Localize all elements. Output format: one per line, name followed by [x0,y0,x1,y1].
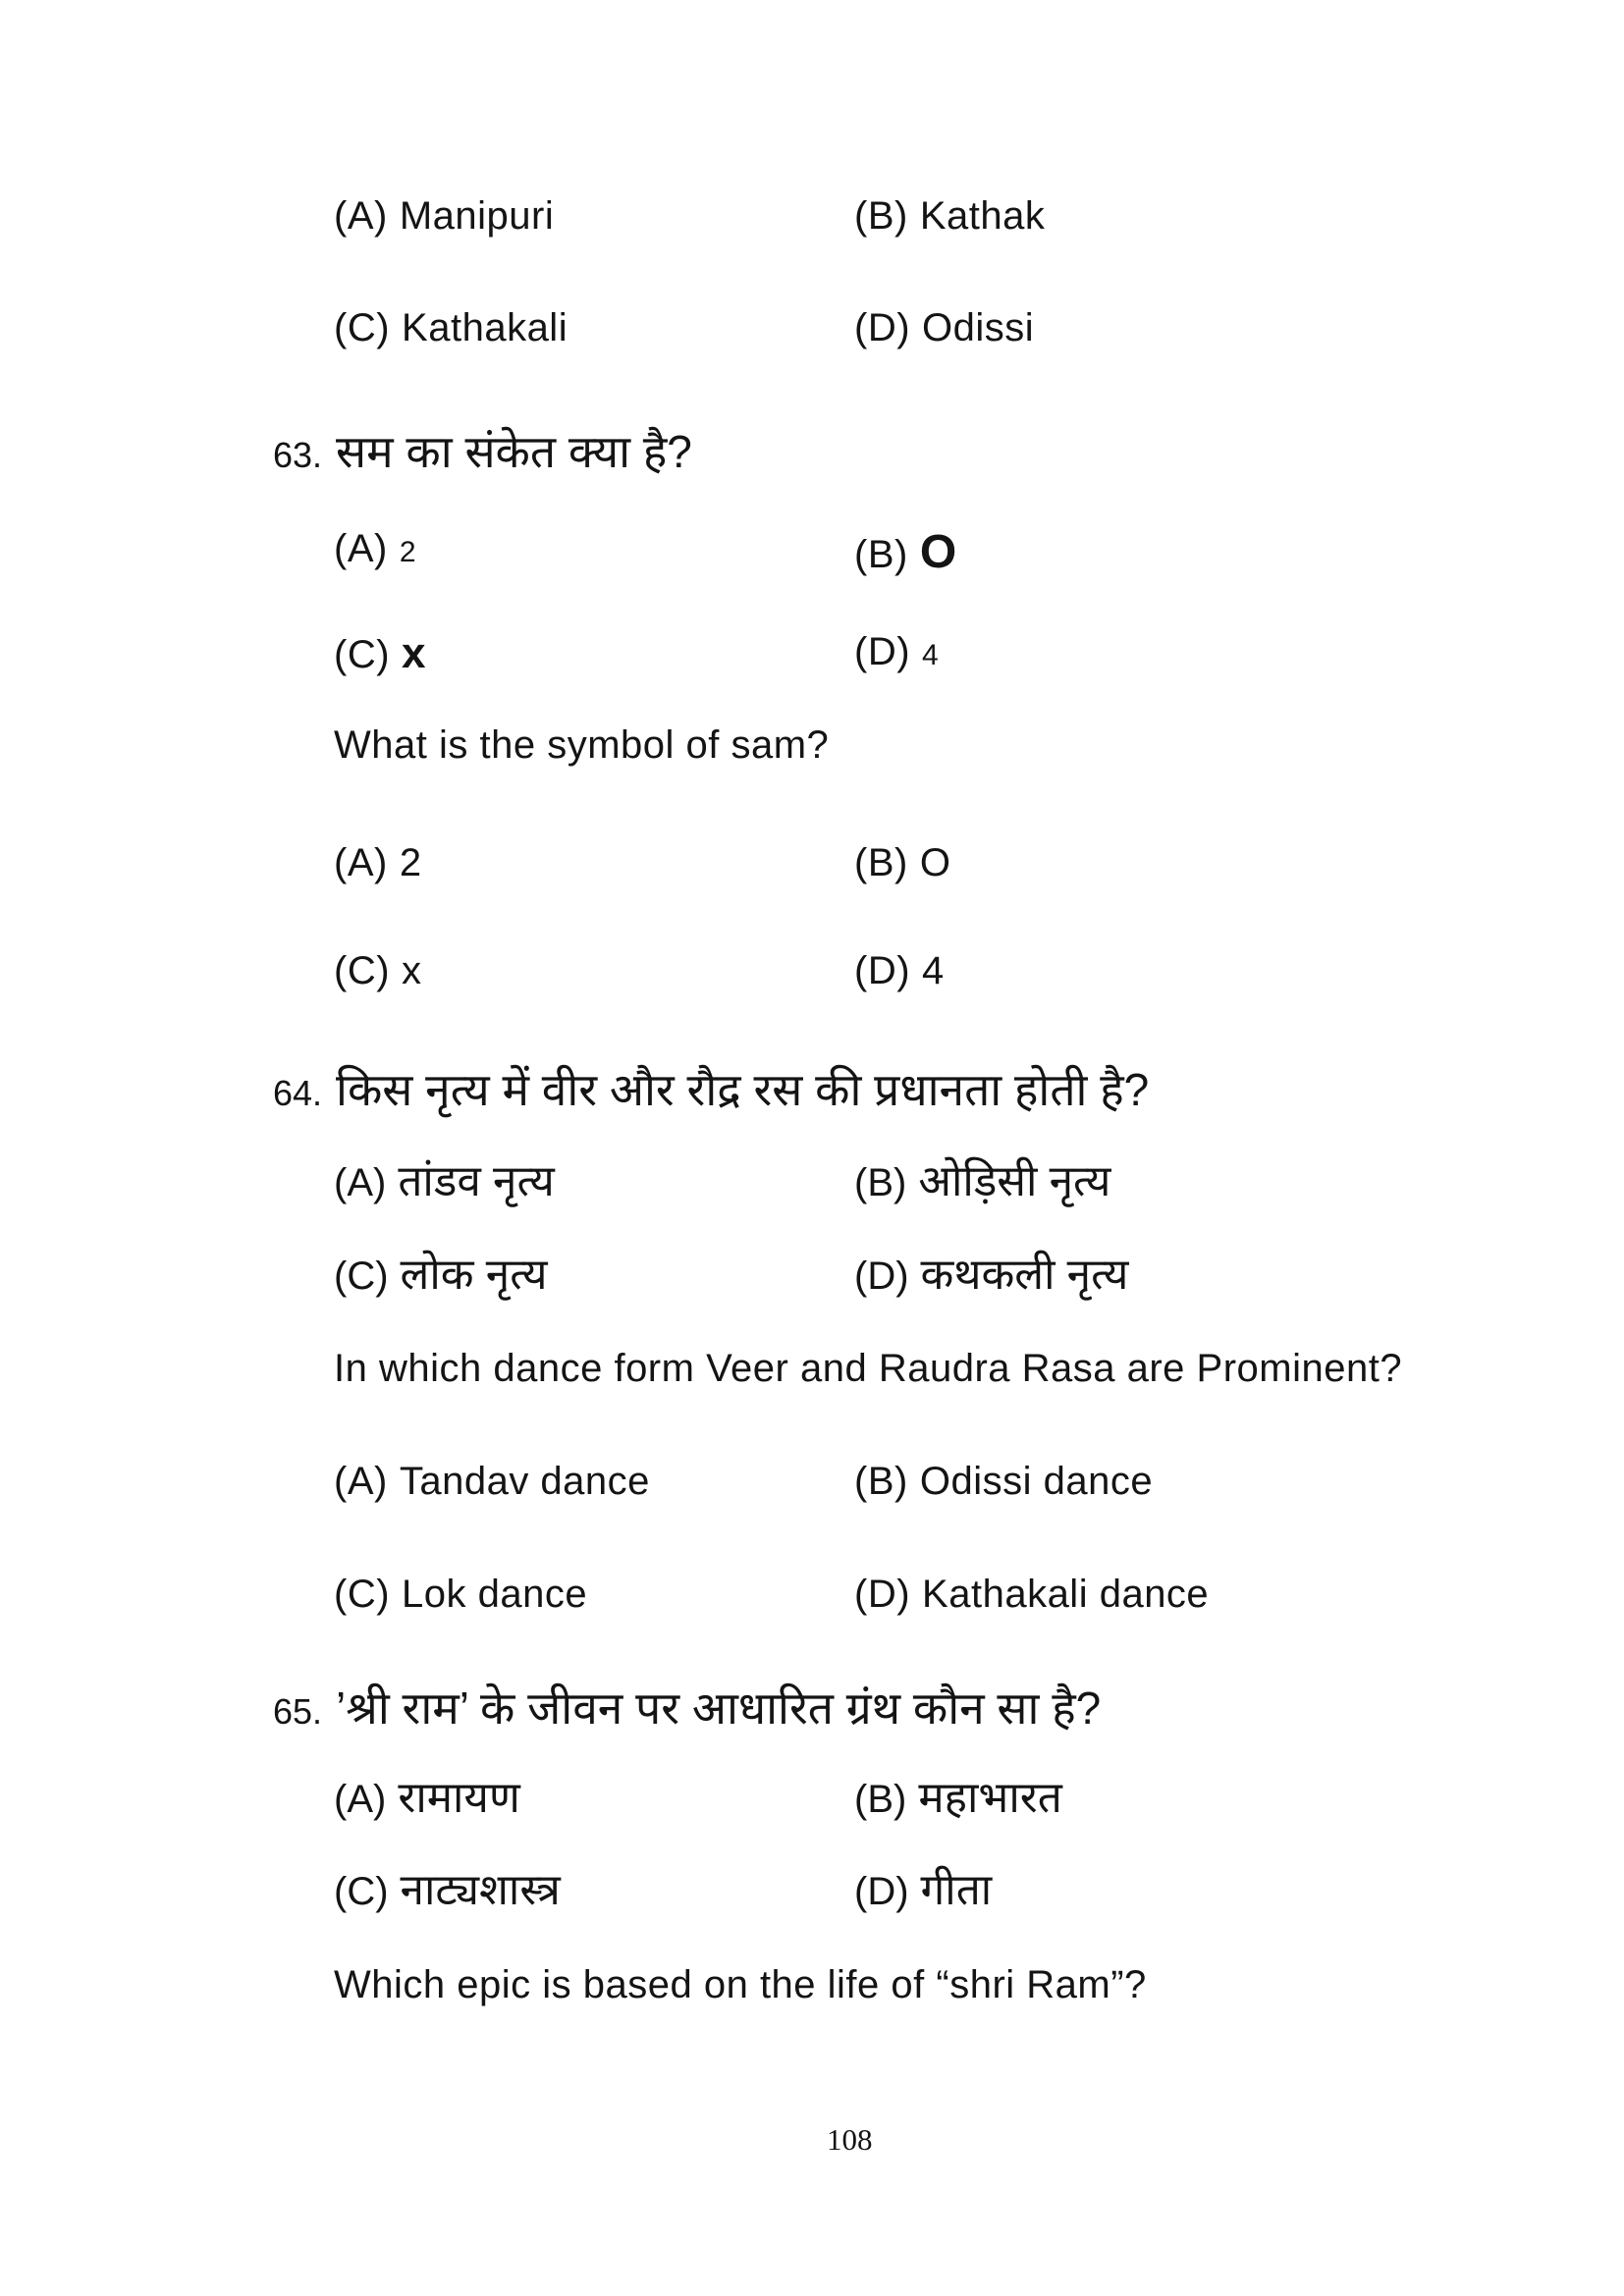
q63-hi-option-c [334,629,427,677]
option-text: रामायण [398,1774,520,1822]
option-label: (C) [334,1255,389,1298]
question-text-hindi: सम का संकेत क्या है? [336,426,692,477]
q63-hi-option-d [854,632,939,671]
option-label: (D) [854,1255,909,1298]
question-number: 65. [273,1691,323,1732]
q64-hi-option-d [854,1251,1129,1299]
option-label: (A) [334,841,388,884]
q65-question-english-line [334,1965,1147,2004]
option-label: (B) [854,1778,907,1821]
option-text: Odissi [922,306,1035,349]
option-label: (D) [854,949,911,992]
q64-en-option-a [334,1462,650,1501]
option-label: (D) [854,630,911,673]
q65-hi-option-b [854,1774,1062,1822]
q63-question-hindi-line [273,426,692,477]
question-text-english: Which epic is based on the life of “shri Ram”? [334,1963,1147,2006]
option-label: (D) [854,1870,909,1913]
option-text: 2 [399,536,417,568]
option-label: (B) [854,194,908,238]
question-text-hindi: ’श्री राम’ के जीवन पर आधारित ग्रंथ कौन सा है? [336,1682,1102,1734]
option-text: x [402,629,427,677]
q64-hi-option-c [334,1251,548,1299]
option-text: Odissi dance [919,1460,1154,1503]
q64-en-option-b [854,1462,1153,1501]
q63-en-option-b [854,843,950,882]
option-text: 2 [399,841,422,884]
option-text: महाभारत [918,1774,1062,1822]
q62-option-d [854,308,1034,347]
option-label: (C) [334,633,391,676]
q63-en-option-d [854,951,945,990]
q63-hi-option-a [334,529,416,568]
q63-question-english-line [334,725,829,765]
q62-option-c [334,308,568,347]
q63-en-option-a [334,843,422,882]
option-text: नाट्यशास्त्र [400,1866,561,1914]
option-label: (B) [854,533,908,576]
q65-hi-option-c [334,1866,561,1914]
q63-hi-option-b [854,526,957,578]
option-label: (A) [334,1778,387,1821]
q64-question-hindi-line [273,1064,1150,1115]
option-label: (D) [854,306,911,349]
option-label: (A) [334,1460,388,1503]
option-text: गीता [920,1866,993,1914]
option-label: (C) [334,1870,389,1913]
option-label: (A) [334,1161,387,1204]
question-text-hindi: किस नृत्य में वीर और रौद्र रस की प्रधानता होती है? [336,1064,1150,1115]
option-label: (D) [854,1573,911,1616]
q62-option-a [334,196,554,236]
q64-en-option-d [854,1575,1209,1614]
option-label: (A) [334,194,388,238]
q64-hi-option-a [334,1157,555,1205]
option-text: 4 [922,639,940,671]
q64-question-english-line [334,1349,1402,1388]
option-text: Kathakali dance [922,1573,1210,1616]
page-number: 108 [827,2122,873,2157]
option-text: Kathak [919,194,1046,238]
q65-hi-option-a [334,1774,520,1822]
question-text-english: In which dance form Veer and Raudra Rasa are Prominent? [334,1347,1403,1390]
option-text: लोक नृत्य [400,1251,548,1299]
option-label: (C) [334,949,391,992]
option-text: Tandav dance [399,1460,650,1503]
option-text: ओड़िसी नृत्य [918,1157,1111,1205]
option-text: Lok dance [402,1573,588,1616]
q65-question-hindi-line [273,1682,1102,1734]
option-label: (C) [334,306,391,349]
option-text: कथकली नृत्य [920,1251,1129,1299]
q64-en-option-c [334,1575,587,1614]
q63-en-option-c [334,951,422,990]
option-label: (C) [334,1573,391,1616]
q65-hi-option-d [854,1866,993,1914]
option-text: Manipuri [399,194,555,238]
question-number: 64. [273,1073,323,1113]
option-text: तांडव नृत्य [398,1157,555,1205]
option-text: 4 [922,949,945,992]
option-text: Kathakali [402,306,568,349]
option-label: (A) [334,527,388,570]
option-label: (B) [854,1161,907,1204]
option-text: O [919,526,957,578]
q62-option-b [854,196,1045,236]
q64-hi-option-b [854,1157,1111,1205]
option-text: x [402,949,422,992]
option-label: (B) [854,841,908,884]
option-label: (B) [854,1460,908,1503]
question-number: 63. [273,435,323,475]
option-text: O [919,841,951,884]
question-text-english: What is the symbol of sam? [334,723,830,767]
